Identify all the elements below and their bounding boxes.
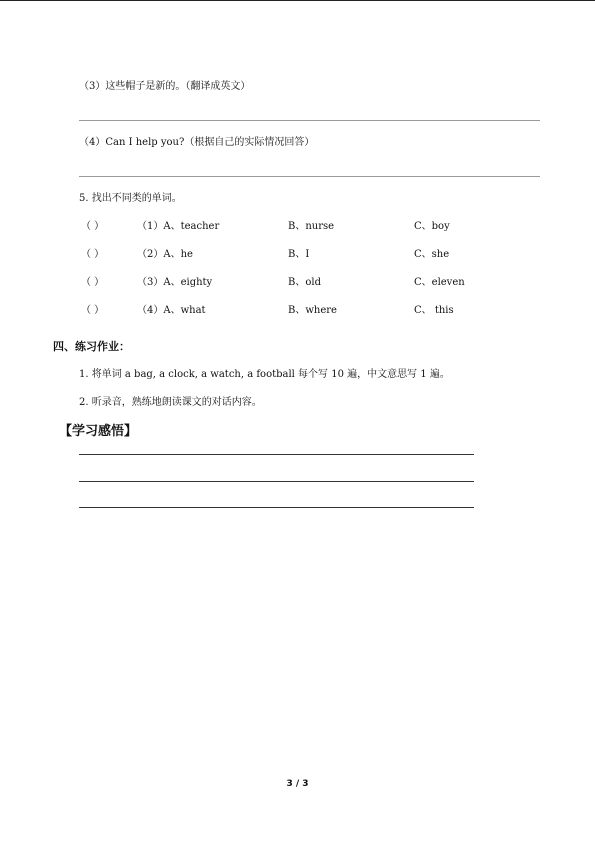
option-c: C、boy: [414, 221, 450, 232]
choice-row-2: [81, 248, 541, 262]
option-a: （1）A、teacher: [137, 221, 220, 232]
option-a: （4）A、what: [137, 305, 206, 316]
answer-blank[interactable]: （ ）: [81, 249, 105, 260]
choice-row-4: [81, 304, 541, 318]
question-4: （4）Can I help you?（根据自己的实际情况回答）: [79, 137, 315, 148]
answer-blank[interactable]: （ ）: [81, 221, 105, 232]
option-c: C、 this: [414, 305, 454, 316]
reflection-line-2[interactable]: [79, 481, 474, 482]
page-top-border: [0, 0, 595, 1]
reflection-title: 【学习感悟】: [59, 424, 138, 439]
choice-row-1: [81, 220, 541, 234]
homework-item-2: 2. 听录音，熟练地朗读课文的对话内容。: [79, 397, 262, 408]
option-b: B、where: [288, 305, 337, 316]
option-a: （2）A、he: [137, 249, 193, 260]
homework-section-title: 四、练习作业：: [53, 340, 130, 353]
answer-blank[interactable]: （ ）: [81, 305, 105, 316]
question-3: （3）这些帽子是新的。（翻译成英文）: [79, 81, 251, 92]
odd-one-out-heading: 5. 找出不同类的单词。: [79, 193, 182, 204]
answer-line-q4[interactable]: [79, 176, 540, 177]
option-c: C、eleven: [414, 277, 465, 288]
option-a: （3）A、eighty: [137, 277, 213, 288]
answer-blank[interactable]: （ ）: [81, 277, 105, 288]
homework-item-1: 1. 将单词 a bag, a clock, a watch, a football 每个写 10 遍，中文意思写 1 遍。: [79, 369, 450, 380]
reflection-line-3[interactable]: [79, 507, 474, 508]
option-b: B、old: [288, 277, 321, 288]
option-b: B、I: [288, 249, 310, 260]
option-c: C、she: [414, 249, 450, 260]
reflection-line-1[interactable]: [79, 454, 474, 455]
answer-line-q3[interactable]: [79, 120, 540, 121]
choice-row-3: [81, 276, 541, 290]
page-number: 3 / 3: [286, 779, 309, 789]
option-b: B、nurse: [288, 221, 335, 232]
